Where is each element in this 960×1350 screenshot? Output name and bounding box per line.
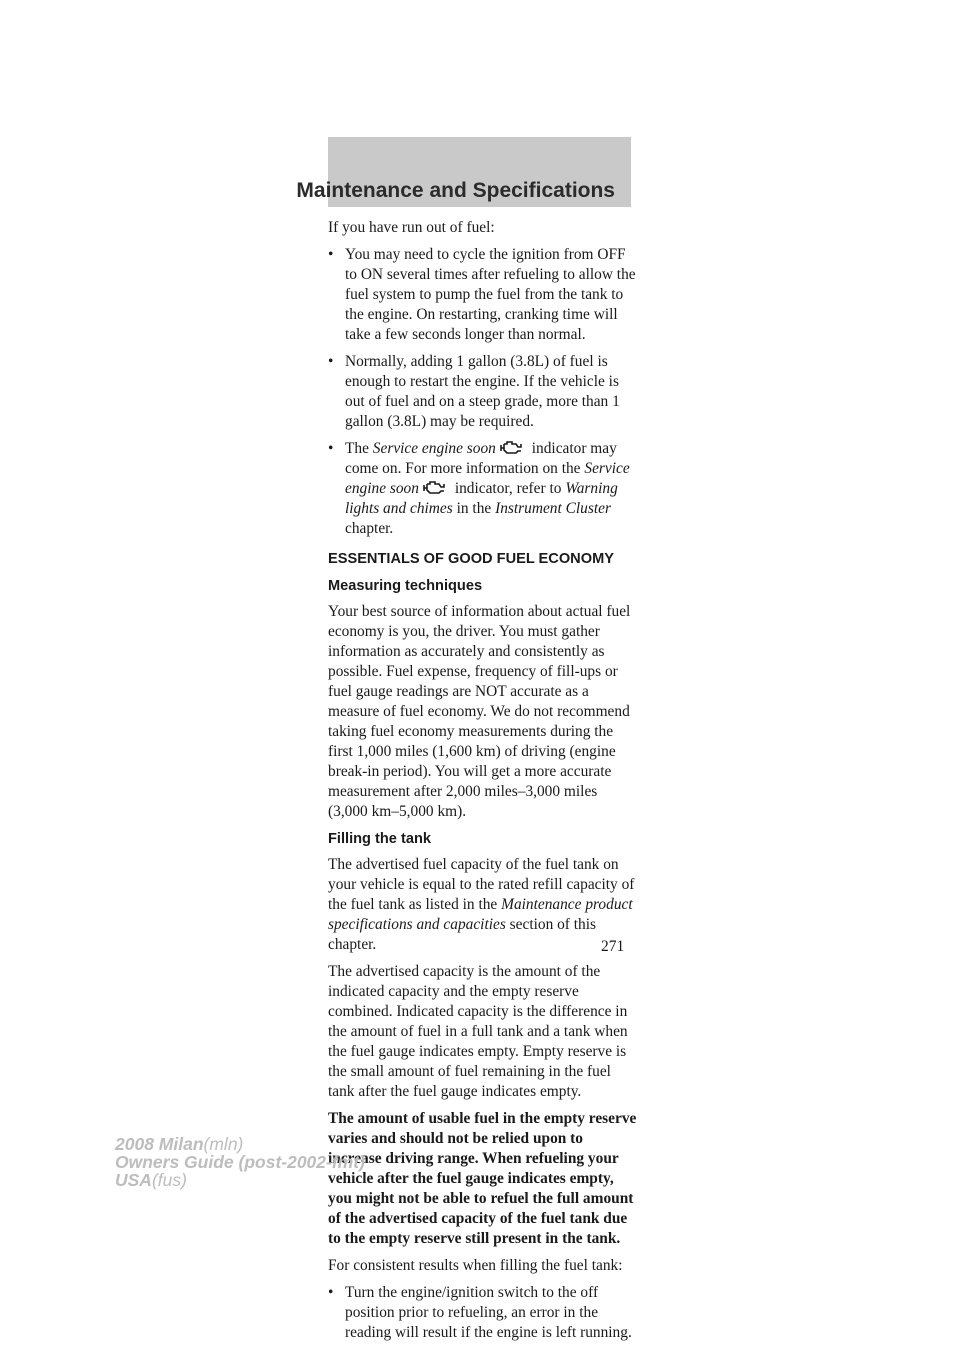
section-title: Maintenance and Specifications — [296, 179, 615, 202]
paragraph: Your best source of information about actual fuel economy is you, the driver. You must gather information as accurately and consistently as possible. Fuel expense, frequency of fill-ups or fuel gauge readings are NOT accurate as a measure of fuel economy. We do not recommend taking fuel economy measurements during the first 1,000 miles (1,600 km) of driving (engine break-in period). You will get a more accurate measurement after 2,000 miles–3,000 miles (3,000 km–5,000 km). — [328, 603, 631, 820]
bullet-icon: • — [328, 440, 334, 457]
subsection-heading: Filling the tank — [328, 831, 431, 847]
section-heading: ESSENTIALS OF GOOD FUEL ECONOMY — [328, 551, 614, 567]
list-item-service-engine-soon: • The Service engine soon indicator may come on. For more information on the Service engine soon indicator, refer to Warning lights and chimes in the Instrument Cluster chapter. — [328, 440, 630, 537]
list-item: • You may need to cycle the ignition from OFF to ON several times after refueling to allow the fuel system to pump the fuel from the tank to the engine. On restarting, cranking time will take a few seconds longer than normal. — [328, 246, 636, 343]
engine-icon — [498, 439, 526, 455]
header-band — [296, 137, 631, 207]
footer: 2008 Milan(mln) Owners Guide (post-2002-fmt) USA(fus) — [115, 1134, 365, 1190]
bullet-icon: • — [328, 1284, 334, 1301]
indicator-name: Service engine soon — [345, 460, 630, 497]
cross-reference: Warning lights and chimes — [345, 480, 618, 517]
bullet-icon: • — [328, 353, 334, 370]
bullet-icon: • — [328, 246, 334, 263]
paragraph: For consistent results when filling the fuel tank: — [328, 1257, 623, 1274]
cross-reference: Maintenance product specifications and capacities — [328, 896, 633, 933]
list-item: • Turn the engine/ignition switch to the off position prior to refueling, an error in the reading will result if the engine is left running. — [328, 1284, 632, 1341]
indicator-name: Service engine soon — [372, 440, 496, 457]
cross-reference: Instrument Cluster — [495, 500, 611, 517]
engine-icon — [421, 479, 449, 495]
subsection-heading: Measuring techniques — [328, 578, 483, 594]
warning-paragraph: The amount of usable fuel in the empty reserve varies and should not be relied upon to increase driving range. When refueling your vehicle after the fuel gauge indicates empty, you might not be able to refuel the full amount of the advertised capacity of the fuel tank due to the empty reserve still present in the tank. — [328, 1110, 637, 1247]
page-number: 271 — [601, 938, 625, 955]
intro-text: If you have run out of fuel: — [328, 219, 495, 236]
paragraph: The advertised capacity is the amount of the indicated capacity and the empty reserve combined. Indicated capacity is the difference in the amount of fuel in a full tank and a tank when the fuel gauge indicates empty. Empty reserve is the small amount of fuel remaining in the fuel tank after the fuel gauge indicates empty. — [328, 963, 628, 1100]
paragraph: The advertised fuel capacity of the fuel tank on your vehicle is equal to the rated refill capacity of the fuel tank as listed in the Maintenance product specifications and capacities section of this chapter. — [328, 856, 635, 953]
list-item: • Normally, adding 1 gallon (3.8L) of fuel is enough to restart the engine. If the vehicle is out of fuel and on a steep grade, more than 1 gallon (3.8L) may be required. — [328, 353, 620, 430]
page-content — [328, 218, 638, 1350]
